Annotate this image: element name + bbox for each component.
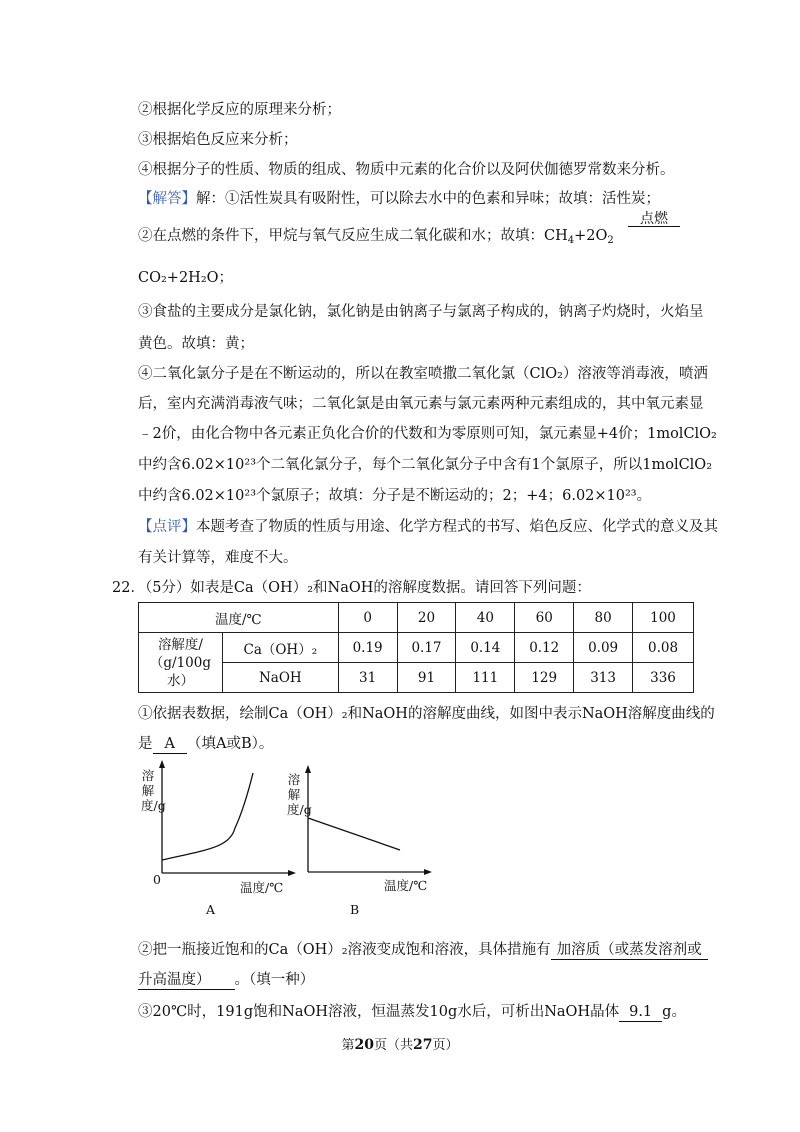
page-number: 20 [354,1037,374,1053]
footer-text: 页（共 [373,1038,413,1053]
temp-cell: 0 [338,603,397,633]
value-cell: 336 [633,663,694,693]
answer-blank: 9.1 [619,1003,662,1022]
text-line: ④根据分子的性质、物质的组成、物质中元素的化合价以及阿伏伽德罗常数来分析。 [138,162,675,178]
value-cell: 0.17 [397,633,456,663]
question-title: 22．（5分）如表是Ca（OH）₂和NaOH的溶解度数据。请回答下列问题： [112,580,591,596]
comment-line [138,517,718,537]
text-fragment: ③20℃时，191g饱和NaOH溶液，恒温蒸发10g水后，可析出NaOH晶体 [138,1004,620,1020]
value-cell: 313 [574,663,633,693]
answer-blank-line [138,734,273,754]
value-cell: 0.14 [456,633,515,663]
temp-cell: 100 [633,603,694,633]
x-axis-label: 温度/℃ [384,878,428,893]
temp-cell: 80 [574,603,633,633]
total-pages: 27 [413,1037,433,1053]
text-line: ﹣2价，由化合物中各元素正负化合价的代数和为零原则可知，氯元素显+4价；1molClO₂ [138,426,717,442]
answer-tag: 【解答】 [138,191,196,207]
row-name: Ca（OH）₂ [222,633,338,663]
equation-intro: ②在点燃的条件下，甲烷与氧气反应生成二氧化碳和水；故填： [138,228,544,244]
value-cell: 31 [338,663,397,693]
answer-text: 解：①活性炭具有吸附性，可以除去水中的色素和异味；故填：活性炭； [196,191,660,207]
table-row [139,663,694,693]
value-cell: 0.08 [633,633,694,663]
text-fragment: 。（填一种） [234,972,315,988]
value-cell: 91 [397,663,456,693]
footer-text: 第 [341,1038,355,1053]
text-line: ②根据化学反应的原理来分析； [138,102,341,118]
text-line: ③根据焰色反应来分析； [138,132,298,148]
value-cell: 129 [515,663,574,693]
text-line: ④二氧化氯分子是在不断运动的，所以在教室喷撒二氧化氯（ClO₂）溶液等消毒液，喷洒 [138,366,708,382]
graph-b [294,762,434,882]
value-cell: 0.09 [574,633,633,663]
answer-blank: A [153,735,187,754]
reaction-condition: 点燃 [628,212,680,227]
table-row [139,603,694,633]
text-fragment: g。 [662,1004,686,1020]
text-line: ①依据表数据，绘制Ca（OH）₂和NaOH的溶解度曲线，如图中表示NaOH溶解度曲线的 [138,706,715,722]
text-line: 中约含6.02×10²³个二氧化氯分子，每个二氧化氯分子中含有1个氯原子，所以1molClO₂ [138,457,713,473]
graph-label: B [350,902,360,917]
temp-header: 温度/℃ [139,603,339,633]
answer-blank: 加溶质（或蒸发溶剂或 [551,941,708,960]
text-line: 黄色。故填：黄； [138,336,254,352]
arrow-icon [305,765,311,773]
temp-cell: 20 [397,603,456,633]
page-footer [0,1034,800,1053]
x-axis-label: 温度/℃ [240,880,284,895]
graph-a [150,758,312,888]
comment-text: 本题考查了物质的性质与用途、化学方程式的书写、焰色反应、化学式的意义及其 [196,519,718,535]
y-axis-label: 溶解度/g [287,772,312,817]
answer-blank-line [138,970,314,990]
text-fragment: 是 [138,736,153,752]
table-row [139,633,694,663]
text-fragment: （填A或B）。 [186,736,274,752]
answer-blank-line [138,940,708,960]
value-cell: 111 [456,663,515,693]
graph-label: A [206,902,216,917]
comment-tag: 【点评】 [138,519,196,535]
temp-cell: 40 [456,603,515,633]
solubility-table [138,602,694,693]
value-cell: 0.19 [338,633,397,663]
arrow-icon [159,760,165,768]
text-line: 有关计算等，难度不大。 [138,550,298,566]
text-line: 后，室内充满消毒液气味；二氧化氯是由氧元素与氯元素两种元素组成的，其中氧元素显 [138,396,704,412]
solubility-label: 溶解度/（g/100g水） [139,633,223,693]
equation-products: CO₂+2H₂O； [138,270,234,286]
equation-line: ②在点燃的条件下，甲烷与氧气反应生成二氧化碳和水；故填：$CH_4+2O_2$ [138,228,614,246]
solubility-curve [162,773,253,860]
text-line: ③食盐的主要成分是氯化钠，氯化钠是由钠离子与氯离子构成的，钠离子灼烧时，火焰呈 [138,304,704,320]
row-name: NaOH [222,663,338,693]
origin-label: 0 [153,872,161,887]
text-line: 中约含6.02×10²³个氯原子；故填：分子是不断运动的；2；+4；6.02×10²³。 [138,488,652,504]
text-fragment: ②把一瓶接近饱和的Ca（OH）₂溶液变成饱和溶液，具体措施有 [138,942,551,958]
temp-cell: 60 [515,603,574,633]
y-axis-label: 溶解度/g [141,768,166,813]
value-cell: 0.12 [515,633,574,663]
arrow-icon [424,869,432,875]
answer-line [138,189,660,209]
answer-blank: 升高温度） [138,971,235,990]
answer-blank-line [138,1002,686,1022]
solubility-curve [308,818,400,850]
footer-text: 页） [432,1038,459,1053]
